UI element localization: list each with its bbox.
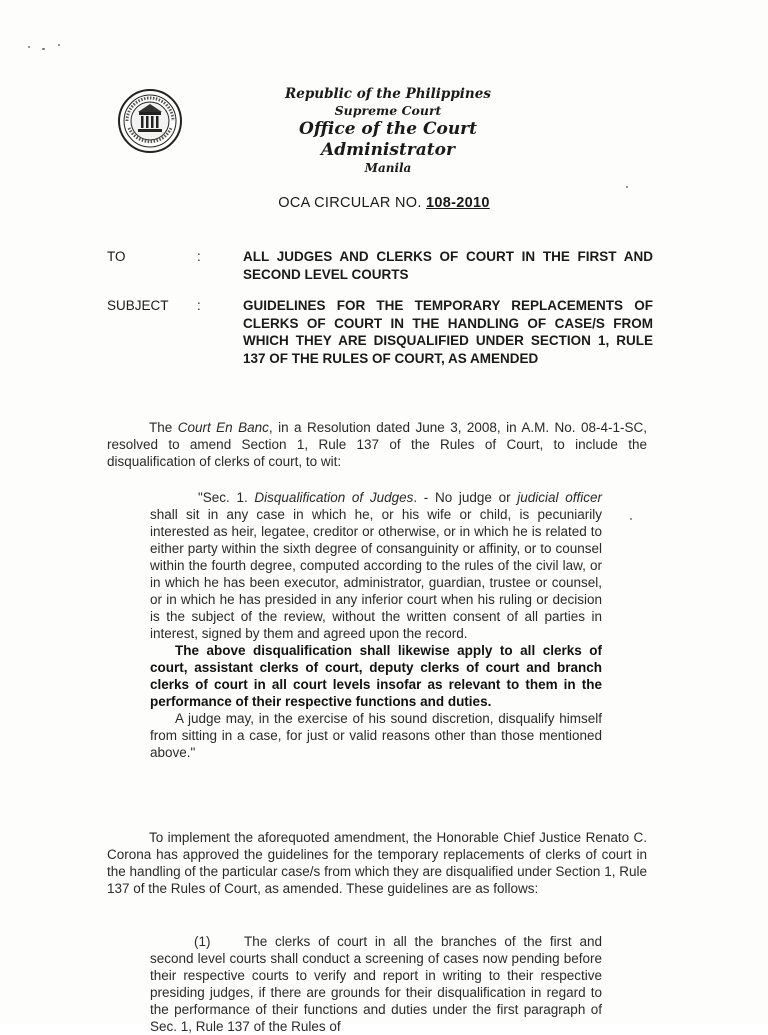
intro-court-en-banc: Court En Banc [177, 420, 269, 435]
intro-part2: , in a Resolution dated June 3, 2008, in A.M. No. 08-4-1-SC, resolved to amend Section 1, Rule 137 of the Rules of Court, to include the disqualification of clerks of court, to wit: [107, 420, 647, 469]
intro-part1: The [149, 420, 178, 435]
scan-speck [630, 518, 632, 520]
item-number: (1) [194, 934, 211, 949]
letterhead [258, 86, 518, 176]
scan-speck [28, 46, 30, 48]
letterhead-republic: Republic of the Philippines [285, 86, 491, 102]
quote-body: shall sit in any case in which he, or his wife or child, is pecuniarily interested as heir, legatee, creditor or otherwise, or in which he is related to either party within the sixth degree of consanguinity or affinity, or to counsel within the fourth degree, computed according to the rules of the civil law, or in which he has been executor, administrator, guardian, trustee or counsel, or in which he has presided in any inferior court when his ruling or decision is the subject of the review, without the written consent of all parties in interest, signed by them and agreed upon the record. [150, 507, 602, 641]
quote-open: "Sec. 1. [198, 490, 255, 505]
letterhead-city: Manila [364, 161, 412, 175]
quote-heading: Disqualification of Judges [254, 490, 414, 505]
quote-paragraph-last [150, 710, 602, 761]
quote-paragraph-bold [150, 642, 602, 710]
letterhead-supreme-court: Supreme Court [334, 102, 442, 118]
to-label: TO [107, 249, 126, 264]
to-colon: : [197, 249, 201, 264]
quote-dash: . - No judge or [413, 490, 518, 505]
subject-field [107, 297, 652, 387]
implement-text: To implement the aforequoted amendment, the Honorable Chief Justice Renato C. Corona has approved the guidelines for the temporary replacements of clerks of court in the handling of the particular case/s from which they are disqualified under Section 1, Rule 137 of the Rules of Court, as amended. These guidelines are as follows: [107, 830, 647, 896]
court-seal-icon [117, 88, 183, 154]
scan-speck [626, 186, 628, 188]
letterhead-office: Office of the Court Administrator [299, 118, 477, 160]
item-text: The clerks of court in all the branches of the first and second level courts shall conduct a screening of cases now pending before their respective courts to verify and report in writing to their respective presiding judges, if there are grounds for their disqualification in regard to the performance of their functions and duties under the first paragraph of Sec. 1, Rule 137 of the Rules of [150, 934, 602, 1034]
subject-value: GUIDELINES FOR THE TEMPORARY REPLACEMENTS OF CLERKS OF COURT IN THE HANDLING OF CASE/S FROM WHICH THEY ARE DISQUALIFIED UNDER SECTION 1, RULE 137 OF THE RULES OF COURT, AS AMENDED [243, 298, 653, 366]
implement-paragraph [107, 829, 647, 897]
quoted-rule [150, 489, 602, 761]
to-value: ALL JUDGES AND CLERKS OF COURT IN THE FIRST AND SECOND LEVEL COURTS [243, 249, 653, 282]
quote-paragraph-1 [150, 489, 602, 642]
intro-paragraph [107, 419, 647, 470]
quote-last-text: A judge may, in the exercise of his sound discretion, disqualify himself from sitting in a case, for just or valid reasons other than those mentioned above." [150, 711, 602, 760]
circular-number: 108-2010 [426, 195, 490, 211]
circular-prefix: OCA CIRCULAR NO. [278, 195, 422, 211]
quote-bold-text: The above disqualification shall likewise apply to all clerks of court, assistant clerks of court, deputy clerks of court and branch clerks of court in all court levels insofar as relevant to them in the performance of their respective functions and duties. [150, 643, 602, 709]
guideline-item-1 [150, 933, 602, 1035]
quote-judicial-officer: judicial officer [517, 490, 602, 505]
subject-colon: : [197, 298, 201, 313]
subject-label: SUBJECT [107, 298, 169, 313]
scan-speck [58, 44, 60, 46]
circular-title [0, 195, 768, 211]
scan-speck [42, 48, 45, 50]
to-field [107, 248, 652, 284]
